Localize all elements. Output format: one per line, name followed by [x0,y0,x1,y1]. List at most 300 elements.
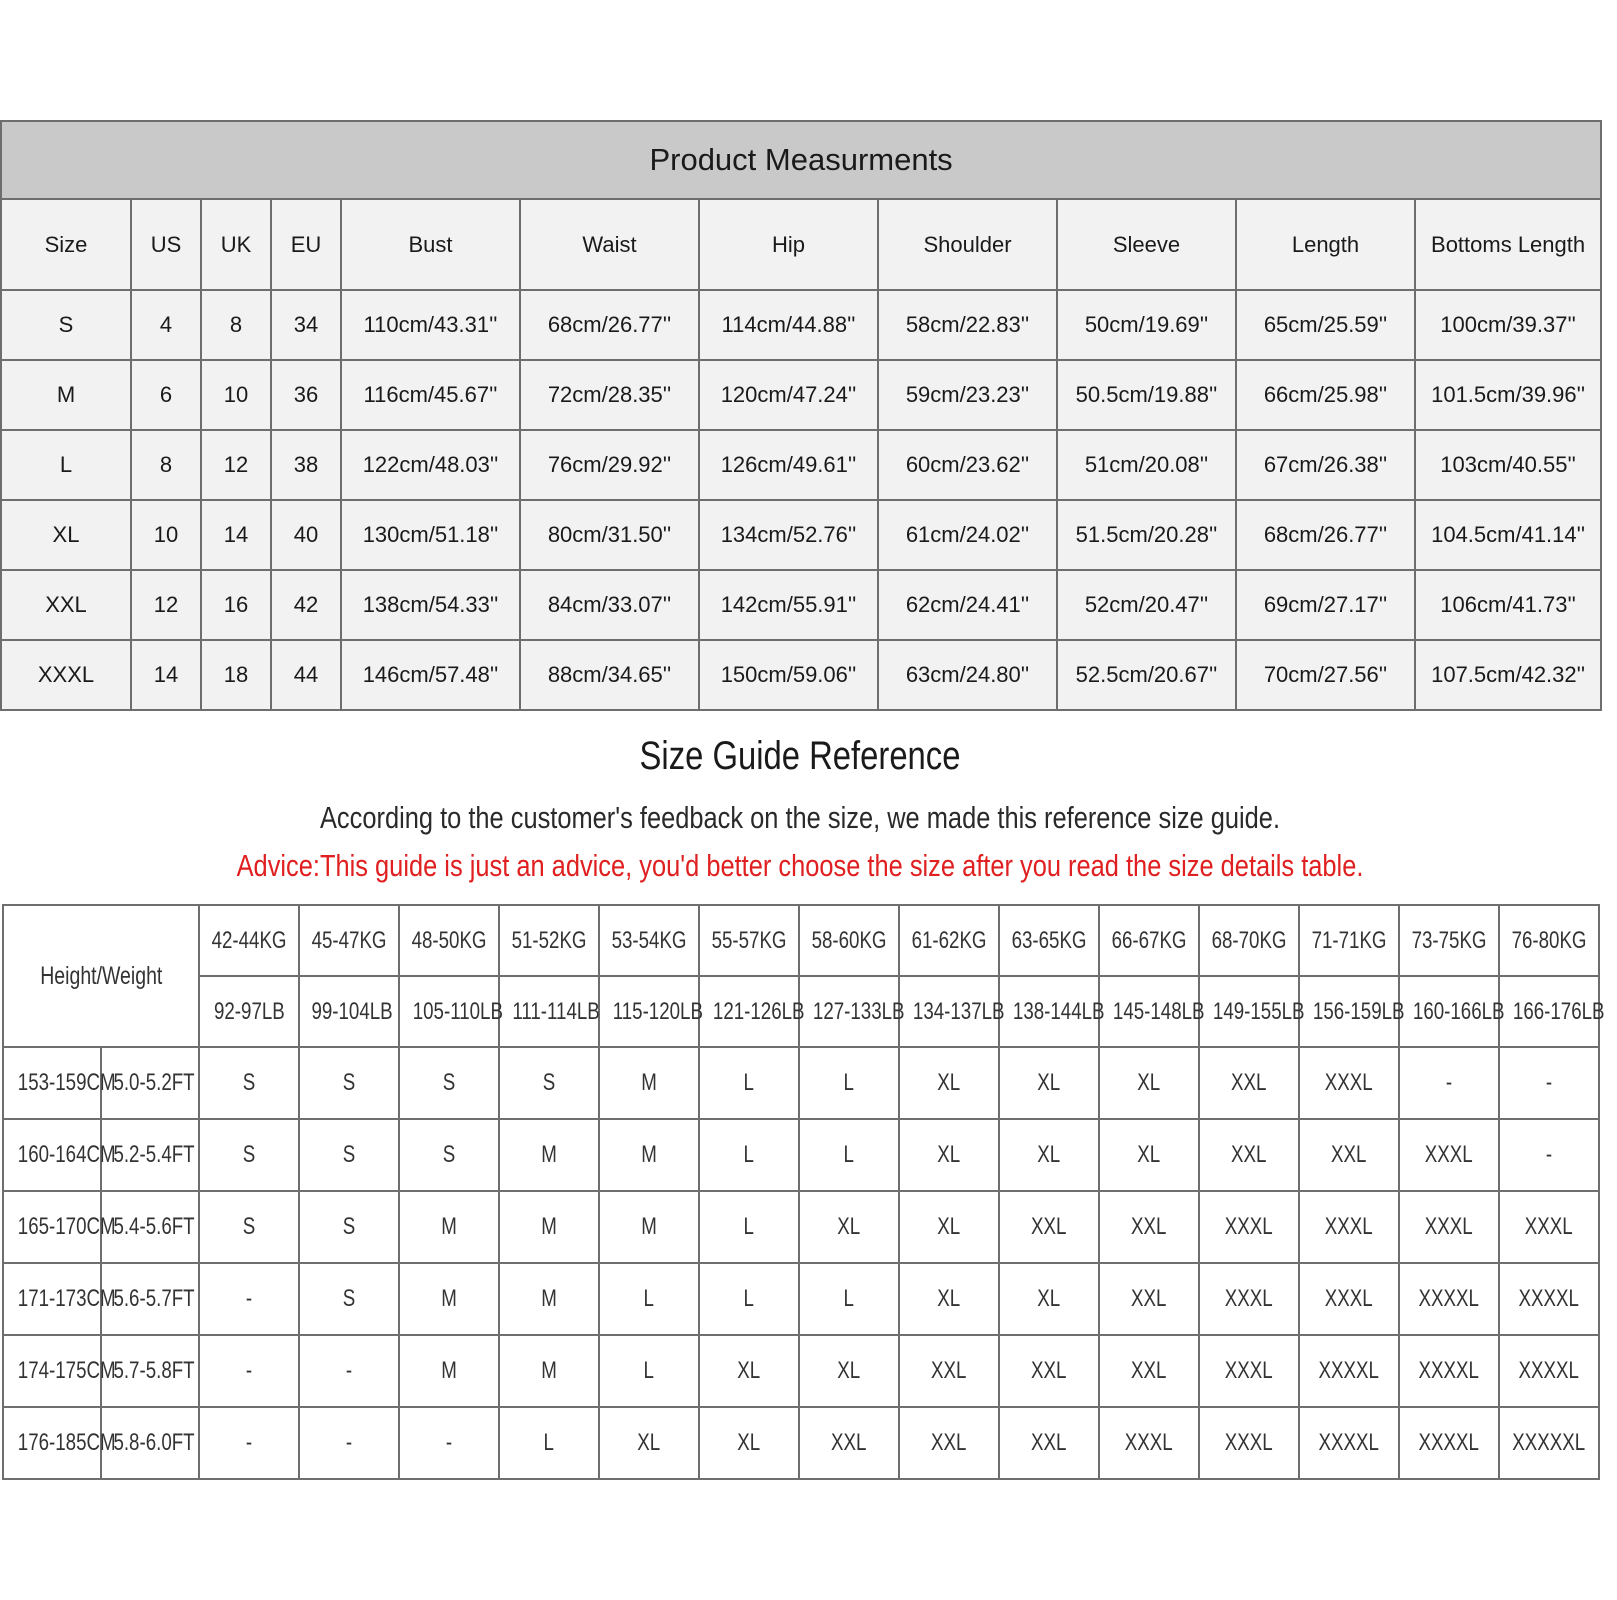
recommended-size-cell-text: M [541,1285,557,1312]
table-row [3,1119,1599,1191]
recommended-size-cell [1299,1191,1399,1263]
weight-lb-header-text: 166-176LB [1512,997,1605,1025]
recommended-size-cell [799,1335,899,1407]
recommended-size-cell-text: XXXXL [1418,1285,1480,1312]
recommended-size-cell [1499,1191,1599,1263]
recommended-size-cell [199,1407,299,1479]
recommended-size-cell-text: XL [1037,1285,1061,1312]
recommended-size-cell-text: M [541,1357,557,1384]
recommended-size-cell [599,1335,699,1407]
recommended-size-cell [1099,1407,1199,1479]
recommended-size-cell [699,1119,799,1191]
measurement-cell: 150cm/59.06'' [699,640,878,710]
measurement-cell: 34 [271,290,341,360]
recommended-size-cell-text: XXL [1031,1213,1067,1240]
measurement-cell: 51cm/20.08'' [1057,430,1236,500]
size-cell: M [1,360,131,430]
weight-kg-header [999,905,1099,976]
table-row [3,1263,1599,1335]
measurement-cell: 66cm/25.98'' [1236,360,1415,430]
height-cm-cell [3,1191,116,1263]
weight-kg-header [199,905,299,976]
recommended-size-cell-text: - [345,1429,353,1456]
weight-lb-header [899,976,1005,1047]
product-measurements-table [0,120,1600,711]
height-weight-corner [3,905,199,1047]
measurement-cell: 114cm/44.88'' [699,290,878,360]
weight-lb-header-text: 145-148LB [1112,997,1205,1025]
recommended-size-cell-text: XXXL [1425,1213,1473,1240]
height-ft-cell [101,1263,199,1335]
recommended-size-cell [799,1263,899,1335]
recommended-size-cell [599,1047,699,1119]
height-cm-cell [3,1335,116,1407]
weight-lb-header-text: 138-144LB [1012,997,1105,1025]
weight-kg-header [799,905,899,976]
weight-kg-header-text: 71-71KG [1311,926,1387,954]
weight-lb-header [1099,976,1205,1047]
weight-lb-header [1399,976,1505,1047]
measurement-cell: 65cm/25.59'' [1236,290,1415,360]
measurement-cell: 120cm/47.24'' [699,360,878,430]
measurement-cell: 126cm/49.61'' [699,430,878,500]
recommended-size-cell-text: XXXXL [1318,1357,1380,1384]
recommended-size-cell [899,1263,999,1335]
recommended-size-cell-text: L [743,1069,755,1096]
measurement-cell: 84cm/33.07'' [520,570,699,640]
measurement-cell: 70cm/27.56'' [1236,640,1415,710]
weight-lb-header-text: 156-159LB [1312,997,1405,1025]
measurement-cell: 14 [201,500,271,570]
recommended-size-cell [499,1047,599,1119]
recommended-size-cell-text: S [542,1069,556,1096]
recommended-size-cell-text: XL [937,1285,961,1312]
height-ft-cell-text: 5.6-5.7FT [113,1285,195,1312]
measurement-cell: 42 [271,570,341,640]
recommended-size-cell [899,1191,999,1263]
recommended-size-cell [699,1407,799,1479]
recommended-size-cell-text: XXXL [1225,1285,1273,1312]
recommended-size-cell [699,1335,799,1407]
table-row [1,640,1601,710]
weight-kg-row [3,905,1599,976]
recommended-size-cell-text: XL [737,1429,761,1456]
recommended-size-cell-text: XXXL [1425,1141,1473,1168]
recommended-size-cell-text: - [1545,1141,1553,1168]
recommended-size-cell-text: XXL [1231,1069,1267,1096]
measurement-cell: 100cm/39.37'' [1415,290,1601,360]
height-ft-cell [101,1119,199,1191]
recommended-size-cell-text: XXXL [1225,1357,1273,1384]
recommended-size-cell [699,1047,799,1119]
weight-lb-header [599,976,703,1047]
measurement-cell: 40 [271,500,341,570]
size-guide-title: Size Guide Reference [639,734,961,778]
recommended-size-cell-text: M [641,1069,657,1096]
measurement-cell: 4 [131,290,201,360]
weight-lb-header-text: 121-126LB [712,997,805,1025]
col-header: Length [1236,199,1415,290]
weight-lb-header-text: 134-137LB [912,997,1005,1025]
recommended-size-cell-text: XXXL [1325,1069,1373,1096]
recommended-size-cell [999,1335,1099,1407]
recommended-size-cell-text: XXXXL [1518,1357,1580,1384]
recommended-size-cell-text: - [245,1357,253,1384]
size-cell: XXL [1,570,131,640]
measurement-cell: 68cm/26.77'' [520,290,699,360]
recommended-size-cell [799,1047,899,1119]
measurements-title: Product Measurments [1,121,1601,199]
col-header: Bottoms Length [1415,199,1601,290]
weight-kg-header-text: 63-65KG [1011,926,1087,954]
recommended-size-cell [1199,1119,1299,1191]
recommended-size-cell-text: XL [737,1357,761,1384]
recommended-size-cell-text: XXL [1331,1141,1367,1168]
recommended-size-cell-text: S [442,1069,456,1096]
recommended-size-cell-text: S [342,1213,356,1240]
measurement-cell: 10 [131,500,201,570]
weight-kg-header-text: 42-44KG [211,926,287,954]
height-cm-cell [3,1407,116,1479]
recommended-size-cell [1399,1191,1499,1263]
measurement-cell: 106cm/41.73'' [1415,570,1601,640]
recommended-size-cell [299,1263,399,1335]
table-row [1,290,1601,360]
recommended-size-cell-text: - [1545,1069,1553,1096]
height-cm-cell [3,1263,116,1335]
recommended-size-cell-text: S [242,1213,256,1240]
weight-lb-header [799,976,905,1047]
weight-kg-header-text: 66-67KG [1111,926,1187,954]
recommended-size-cell [399,1047,499,1119]
weight-lb-header-text: 127-133LB [812,997,905,1025]
recommended-size-cell [899,1047,999,1119]
recommended-size-cell-text: XL [837,1213,861,1240]
recommended-size-cell [899,1119,999,1191]
height-cm-cell-text: 153-159CM [17,1069,116,1096]
recommended-size-cell [1199,1407,1299,1479]
recommended-size-cell [799,1407,899,1479]
recommended-size-cell-text: L [843,1285,855,1312]
recommended-size-cell-text: XL [637,1429,661,1456]
recommended-size-cell [599,1191,699,1263]
recommended-size-cell [599,1407,699,1479]
recommended-size-cell-text: XXXXXL [1512,1429,1586,1456]
recommended-size-cell [1099,1335,1199,1407]
recommended-size-cell [1499,1335,1599,1407]
recommended-size-cell [1299,1263,1399,1335]
recommended-size-cell [299,1335,399,1407]
col-header: EU [271,199,341,290]
recommended-size-cell [1399,1047,1499,1119]
recommended-size-cell [999,1191,1099,1263]
height-cm-cell-text: 174-175CM [17,1357,116,1384]
recommended-size-cell-text: XXL [1131,1357,1167,1384]
measurement-cell: 146cm/57.48'' [341,640,520,710]
recommended-size-cell-text: XXXL [1225,1429,1273,1456]
weight-kg-header-text: 55-57KG [711,926,787,954]
recommended-size-cell [299,1119,399,1191]
measurement-cell: 69cm/27.17'' [1236,570,1415,640]
recommended-size-cell [1499,1263,1599,1335]
recommended-size-cell [199,1263,299,1335]
size-cell: S [1,290,131,360]
measurement-cell: 6 [131,360,201,430]
recommended-size-cell [199,1191,299,1263]
weight-lb-header [1499,976,1605,1047]
weight-kg-header [699,905,799,976]
recommended-size-cell [1399,1263,1499,1335]
recommended-size-cell [299,1047,399,1119]
weight-lb-header-text: 105-110LB [412,997,503,1025]
col-header: Bust [341,199,520,290]
recommended-size-cell-text: S [342,1285,356,1312]
recommended-size-cell-text: XXL [1131,1285,1167,1312]
recommended-size-cell-text: XXL [1031,1429,1067,1456]
recommended-size-cell-text: XXL [1231,1141,1267,1168]
recommended-size-cell [1499,1119,1599,1191]
weight-lb-header [399,976,503,1047]
recommended-size-cell-text: L [843,1141,855,1168]
recommended-size-cell [1099,1191,1199,1263]
weight-kg-header [1199,905,1299,976]
weight-kg-header-text: 53-54KG [611,926,687,954]
measurement-cell: 142cm/55.91'' [699,570,878,640]
weight-kg-header-text: 61-62KG [911,926,987,954]
col-header: Waist [520,199,699,290]
table-row [3,1335,1599,1407]
weight-kg-header [1399,905,1499,976]
recommended-size-cell [199,1335,299,1407]
weight-lb-row [3,976,1599,1047]
recommended-size-cell-text: XXL [931,1357,967,1384]
size-cell: XL [1,500,131,570]
measurement-cell: 8 [201,290,271,360]
recommended-size-cell-text: XXXL [1525,1213,1573,1240]
recommended-size-cell-text: S [342,1141,356,1168]
height-cm-cell-text: 160-164CM [17,1141,116,1168]
measurement-cell: 101.5cm/39.96'' [1415,360,1601,430]
weight-kg-header [499,905,599,976]
size-cell: L [1,430,131,500]
measurement-cell: 130cm/51.18'' [341,500,520,570]
size-cell: XXXL [1,640,131,710]
recommended-size-cell-text: XXXL [1325,1213,1373,1240]
recommended-size-cell-text: XL [1137,1141,1161,1168]
recommended-size-cell [1199,1335,1299,1407]
weight-lb-header-text: 160-166LB [1412,997,1505,1025]
measurement-cell: 14 [131,640,201,710]
measurement-cell: 88cm/34.65'' [520,640,699,710]
recommended-size-cell [1299,1407,1399,1479]
measurement-cell: 58cm/22.83'' [878,290,1057,360]
measurement-cell: 52cm/20.47'' [1057,570,1236,640]
col-header: US [131,199,201,290]
weight-lb-header [299,976,399,1047]
height-cm-cell [3,1047,116,1119]
measurement-cell: 122cm/48.03'' [341,430,520,500]
recommended-size-cell-text: L [643,1357,655,1384]
col-header: Hip [699,199,878,290]
col-header: UK [201,199,271,290]
measurement-cell: 61cm/24.02'' [878,500,1057,570]
table-row [1,570,1601,640]
height-cm-cell-text: 176-185CM [17,1429,116,1456]
recommended-size-cell [499,1263,599,1335]
table-row [1,430,1601,500]
measurement-cell: 8 [131,430,201,500]
recommended-size-cell-text: - [1445,1069,1453,1096]
recommended-size-cell-text: M [441,1213,457,1240]
recommended-size-cell [999,1119,1099,1191]
weight-kg-header [899,905,999,976]
recommended-size-cell [199,1047,299,1119]
col-header: Shoulder [878,199,1057,290]
recommended-size-cell [1299,1119,1399,1191]
recommended-size-cell-text: M [441,1357,457,1384]
measurement-cell: 44 [271,640,341,710]
measurement-cell: 80cm/31.50'' [520,500,699,570]
size-guide-advice: Advice:This guide is just an advice, you'd better choose the size after you read the size details table. [236,848,1364,883]
measurement-cell: 103cm/40.55'' [1415,430,1601,500]
table-row [1,500,1601,570]
recommended-size-cell-text: XXXXL [1418,1357,1480,1384]
recommended-size-cell [399,1191,499,1263]
weight-kg-header-text: 58-60KG [811,926,887,954]
measurement-cell: 52.5cm/20.67'' [1057,640,1236,710]
weight-kg-header-text: 68-70KG [1211,926,1287,954]
recommended-size-cell [1199,1263,1299,1335]
recommended-size-cell [399,1263,499,1335]
recommended-size-cell [1499,1407,1599,1479]
measurement-cell: 50.5cm/19.88'' [1057,360,1236,430]
height-ft-cell-text: 5.0-5.2FT [113,1069,195,1096]
recommended-size-cell [299,1191,399,1263]
size-guide-header [0,712,1600,904]
measurement-cell: 12 [201,430,271,500]
measurement-cell: 16 [201,570,271,640]
measurement-cell: 76cm/29.92'' [520,430,699,500]
table-row [3,1407,1599,1479]
recommended-size-cell [999,1407,1099,1479]
weight-lb-header-text: 111-114LB [512,997,600,1025]
weight-lb-header-text: 92-97LB [213,997,285,1025]
recommended-size-cell [999,1047,1099,1119]
recommended-size-cell-text: XL [1037,1069,1061,1096]
recommended-size-cell [899,1407,999,1479]
weight-kg-header-text: 45-47KG [311,926,387,954]
weight-kg-header [1299,905,1399,976]
col-header: Size [1,199,131,290]
recommended-size-cell-text: L [743,1285,755,1312]
recommended-size-cell-text: XXXL [1125,1429,1173,1456]
weight-kg-header-text: 76-80KG [1511,926,1587,954]
weight-lb-header [999,976,1105,1047]
recommended-size-cell-text: XL [1137,1069,1161,1096]
recommended-size-cell-text: L [643,1285,655,1312]
recommended-size-cell-text: S [442,1141,456,1168]
height-ft-cell [101,1191,199,1263]
recommended-size-cell-text: - [245,1285,253,1312]
measurement-cell: 67cm/26.38'' [1236,430,1415,500]
weight-lb-header-text: 115-120LB [612,997,703,1025]
measurement-cell: 63cm/24.80'' [878,640,1057,710]
measurement-cell: 10 [201,360,271,430]
weight-lb-header-text: 149-155LB [1212,997,1305,1025]
recommended-size-cell [999,1263,1099,1335]
height-ft-cell [101,1047,199,1119]
weight-lb-header [1299,976,1405,1047]
recommended-size-cell-text: XXXXL [1318,1429,1380,1456]
recommended-size-cell-text: XL [937,1141,961,1168]
measurement-cell: 138cm/54.33'' [341,570,520,640]
measurement-cell: 68cm/26.77'' [1236,500,1415,570]
measurement-cell: 38 [271,430,341,500]
height-ft-cell-text: 5.2-5.4FT [113,1141,195,1168]
recommended-size-cell [699,1191,799,1263]
recommended-size-cell-text: L [743,1141,755,1168]
measurement-cell: 18 [201,640,271,710]
recommended-size-cell [1299,1047,1399,1119]
recommended-size-cell-text: M [441,1285,457,1312]
recommended-size-cell [499,1407,599,1479]
weight-lb-header [1199,976,1305,1047]
height-cm-cell-text: 171-173CM [17,1285,116,1312]
weight-kg-header-text: 51-52KG [511,926,587,954]
weight-lb-header [199,976,299,1047]
size-guide-table [2,904,1605,1480]
height-cm-cell-text: 165-170CM [17,1213,116,1240]
recommended-size-cell-text: M [541,1213,557,1240]
recommended-size-cell [799,1119,899,1191]
height-ft-cell [101,1335,199,1407]
recommended-size-cell-text: S [242,1069,256,1096]
recommended-size-cell [1399,1119,1499,1191]
weight-kg-header-text: 73-75KG [1411,926,1487,954]
height-ft-cell-text: 5.8-6.0FT [113,1429,195,1456]
measurement-cell: 59cm/23.23'' [878,360,1057,430]
recommended-size-cell-text: M [641,1141,657,1168]
weight-kg-header [1499,905,1599,976]
recommended-size-cell [1199,1191,1299,1263]
recommended-size-cell [199,1119,299,1191]
recommended-size-cell-text: XL [1037,1141,1061,1168]
recommended-size-cell [599,1119,699,1191]
recommended-size-cell-text: XXXXL [1518,1285,1580,1312]
recommended-size-cell-text: L [543,1429,555,1456]
recommended-size-cell [1099,1263,1199,1335]
height-ft-cell [101,1407,199,1479]
recommended-size-cell [399,1407,499,1479]
recommended-size-cell [1199,1047,1299,1119]
weight-kg-header [1099,905,1199,976]
height-ft-cell-text: 5.7-5.8FT [113,1357,195,1384]
recommended-size-cell-text: XXXXL [1418,1429,1480,1456]
recommended-size-cell-text: - [445,1429,453,1456]
weight-lb-header-text: 99-104LB [311,997,393,1025]
recommended-size-cell [1099,1119,1199,1191]
recommended-size-cell-text: XXL [1031,1357,1067,1384]
recommended-size-cell [499,1191,599,1263]
measurement-cell: 116cm/45.67'' [341,360,520,430]
recommended-size-cell-text: XXXL [1225,1213,1273,1240]
measurement-cell: 104.5cm/41.14'' [1415,500,1601,570]
weight-lb-header [499,976,599,1047]
recommended-size-cell [499,1119,599,1191]
measurements-header-row [1,199,1601,290]
recommended-size-cell [1399,1335,1499,1407]
recommended-size-cell [1399,1407,1499,1479]
